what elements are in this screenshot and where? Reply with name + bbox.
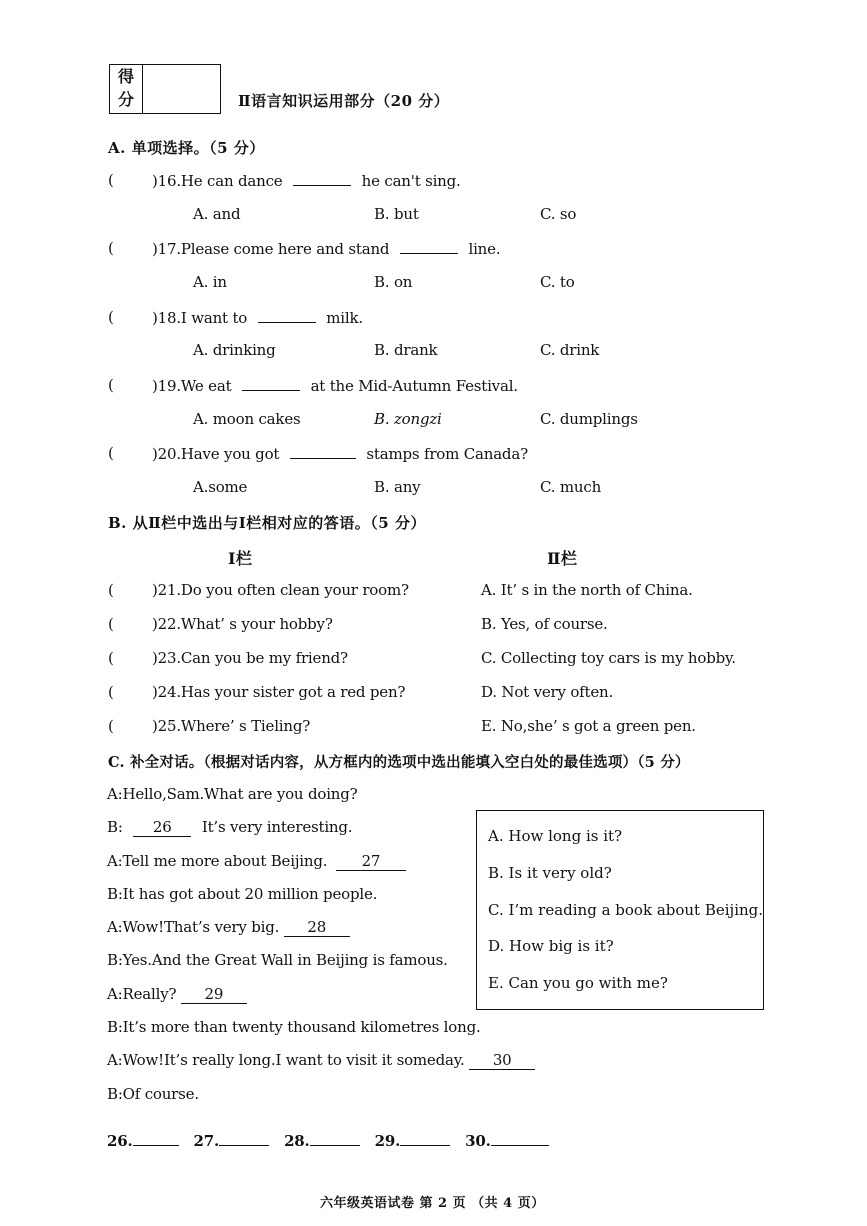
score-label-bottom: 分 xyxy=(117,90,134,109)
blank-29[interactable]: 29 xyxy=(181,985,247,1004)
match-answer-c: C. Collecting toy cars is my hobby. xyxy=(481,649,736,667)
dialogue-line-3 xyxy=(107,852,406,871)
box-option-b: B. Is it very old? xyxy=(488,864,612,882)
q18-row xyxy=(152,308,363,327)
q20-option-c[interactable]: C. much xyxy=(540,478,602,496)
match-answer-b: B. Yes, of course. xyxy=(481,615,608,633)
q16-paren: ( xyxy=(108,171,114,189)
dialogue-line-3-text: A:Tell me more about Beijing. xyxy=(107,852,328,870)
answer-blank-26[interactable] xyxy=(133,1131,179,1146)
q24-question: )24.Has your sister got a red pen? xyxy=(152,683,406,701)
part-b-heading: B. 从Ⅱ栏中选出与Ⅰ栏相对应的答语。（5 分） xyxy=(108,514,426,532)
box-option-c: C. I’m reading a book about Beijing. xyxy=(488,901,764,919)
q19-text-before: )19.We eat xyxy=(152,377,232,395)
column-2-title: Ⅱ栏 xyxy=(547,549,578,568)
options-box xyxy=(476,810,764,1010)
q17-option-b[interactable]: B. on xyxy=(374,273,413,291)
q18-option-a[interactable]: A. drinking xyxy=(193,341,276,359)
q20-text-before: )20.Have you got xyxy=(152,445,280,463)
q20-blank[interactable] xyxy=(290,444,356,459)
match-answer-d: D. Not very often. xyxy=(481,683,614,701)
part-c-heading: C. 补全对话。（根据对话内容，从方框内的选项中选出能填入空白处的最佳选项）（5 分） xyxy=(108,754,690,771)
q16-option-b[interactable]: B. but xyxy=(374,205,419,223)
blank-26[interactable]: 26 xyxy=(133,818,191,837)
score-label-top: 得 xyxy=(117,67,134,86)
q16-text-before: )16.He can dance xyxy=(152,172,283,190)
q20-option-b[interactable]: B. any xyxy=(374,478,421,496)
answer-label-26: 26. xyxy=(107,1132,133,1150)
q19-option-c[interactable]: C. dumplings xyxy=(540,410,638,428)
dialogue-line-9-text: A:Wow!It’s really long.I want to visit it someday. xyxy=(107,1051,465,1069)
answer-label-30: 30. xyxy=(465,1132,491,1150)
section-title: Ⅱ语言知识运用部分（20 分） xyxy=(238,92,450,110)
q25-question: )25.Where’ s Tieling? xyxy=(152,717,311,735)
q16-option-c[interactable]: C. so xyxy=(540,205,577,223)
blank-28[interactable]: 28 xyxy=(284,918,350,937)
answer-blank-27[interactable] xyxy=(219,1131,269,1146)
q19-row xyxy=(152,376,518,395)
q18-option-b[interactable]: B. drank xyxy=(374,341,438,359)
q19-option-a[interactable]: A. moon cakes xyxy=(193,410,301,428)
q19-blank[interactable] xyxy=(242,376,300,391)
dialogue-line-7-text: A:Really? xyxy=(107,985,177,1003)
dialogue-line-2-prefix: B: xyxy=(107,818,123,836)
blank-30[interactable]: 30 xyxy=(469,1051,535,1070)
answer-blank-29[interactable] xyxy=(400,1131,450,1146)
q18-text-after: milk. xyxy=(326,309,363,327)
answer-row xyxy=(107,1131,549,1150)
q16-text-after: he can't sing. xyxy=(361,172,461,190)
dialogue-line-2 xyxy=(107,818,352,837)
dialogue-line-5-text: A:Wow!That’s very big. xyxy=(107,918,280,936)
q25-paren: ( xyxy=(108,717,114,735)
q17-text-after: line. xyxy=(468,240,501,258)
column-1-title: Ⅰ栏 xyxy=(228,549,253,568)
box-option-d: D. How big is it? xyxy=(488,937,614,955)
dialogue-line-1: A:Hello,Sam.What are you doing? xyxy=(107,785,358,803)
dialogue-line-4: B:It has got about 20 million people. xyxy=(107,885,378,903)
score-box xyxy=(109,64,221,114)
score-field[interactable] xyxy=(143,65,220,113)
q18-blank[interactable] xyxy=(258,308,316,323)
dialogue-line-5 xyxy=(107,918,350,937)
answer-blank-30[interactable] xyxy=(491,1131,549,1146)
match-answer-a: A. It’ s in the north of China. xyxy=(481,581,693,599)
answer-label-28: 28. xyxy=(284,1132,310,1150)
score-label xyxy=(110,65,143,113)
dialogue-line-2-text: It’s very interesting. xyxy=(201,818,353,836)
q20-row xyxy=(152,444,528,463)
q23-paren: ( xyxy=(108,649,114,667)
q16-option-a[interactable]: A. and xyxy=(193,205,241,223)
q19-option-b[interactable]: B. zongzi xyxy=(374,410,442,428)
q16-blank[interactable] xyxy=(293,171,351,186)
q24-paren: ( xyxy=(108,683,114,701)
q19-text-after: at the Mid-Autumn Festival. xyxy=(310,377,518,395)
q17-blank[interactable] xyxy=(400,239,458,254)
dialogue-line-10: B:Of course. xyxy=(107,1085,199,1103)
q20-text-after: stamps from Canada? xyxy=(366,445,528,463)
q16-row xyxy=(152,171,461,190)
q22-paren: ( xyxy=(108,615,114,633)
dialogue-line-7 xyxy=(107,985,247,1004)
dialogue-line-8: B:It’s more than twenty thousand kilometres long. xyxy=(107,1018,481,1036)
q20-option-a[interactable]: A.some xyxy=(193,478,248,496)
dialogue-line-9 xyxy=(107,1051,535,1070)
q17-option-c[interactable]: C. to xyxy=(540,273,575,291)
q18-paren: ( xyxy=(108,308,114,326)
answer-label-27: 27. xyxy=(193,1132,220,1150)
blank-27[interactable]: 27 xyxy=(336,852,406,871)
q23-question: )23.Can you be my friend? xyxy=(152,649,348,667)
part-a-heading: A. 单项选择。（5 分） xyxy=(108,139,265,157)
dialogue-line-6: B:Yes.And the Great Wall in Beijing is famous. xyxy=(107,951,448,969)
q20-paren: ( xyxy=(108,444,114,462)
q17-paren: ( xyxy=(108,239,114,257)
q17-row xyxy=(152,239,500,258)
box-option-e: E. Can you go with me? xyxy=(488,974,668,992)
answer-blank-28[interactable] xyxy=(310,1131,360,1146)
page-footer: 六年级英语试卷 第 2 页 （共 4 页） xyxy=(320,1196,545,1211)
match-answer-e: E. No,she’ s got a green pen. xyxy=(481,717,696,735)
q21-question: )21.Do you often clean your room? xyxy=(152,581,409,599)
q22-question: )22.What’ s your hobby? xyxy=(152,615,333,633)
box-option-a: A. How long is it? xyxy=(488,827,623,845)
q18-option-c[interactable]: C. drink xyxy=(540,341,600,359)
q17-text-before: )17.Please come here and stand xyxy=(152,240,390,258)
q17-option-a[interactable]: A. in xyxy=(193,273,227,291)
q18-text-before: )18.I want to xyxy=(152,309,248,327)
q19-paren: ( xyxy=(108,376,114,394)
q21-paren: ( xyxy=(108,581,114,599)
answer-label-29: 29. xyxy=(374,1132,401,1150)
